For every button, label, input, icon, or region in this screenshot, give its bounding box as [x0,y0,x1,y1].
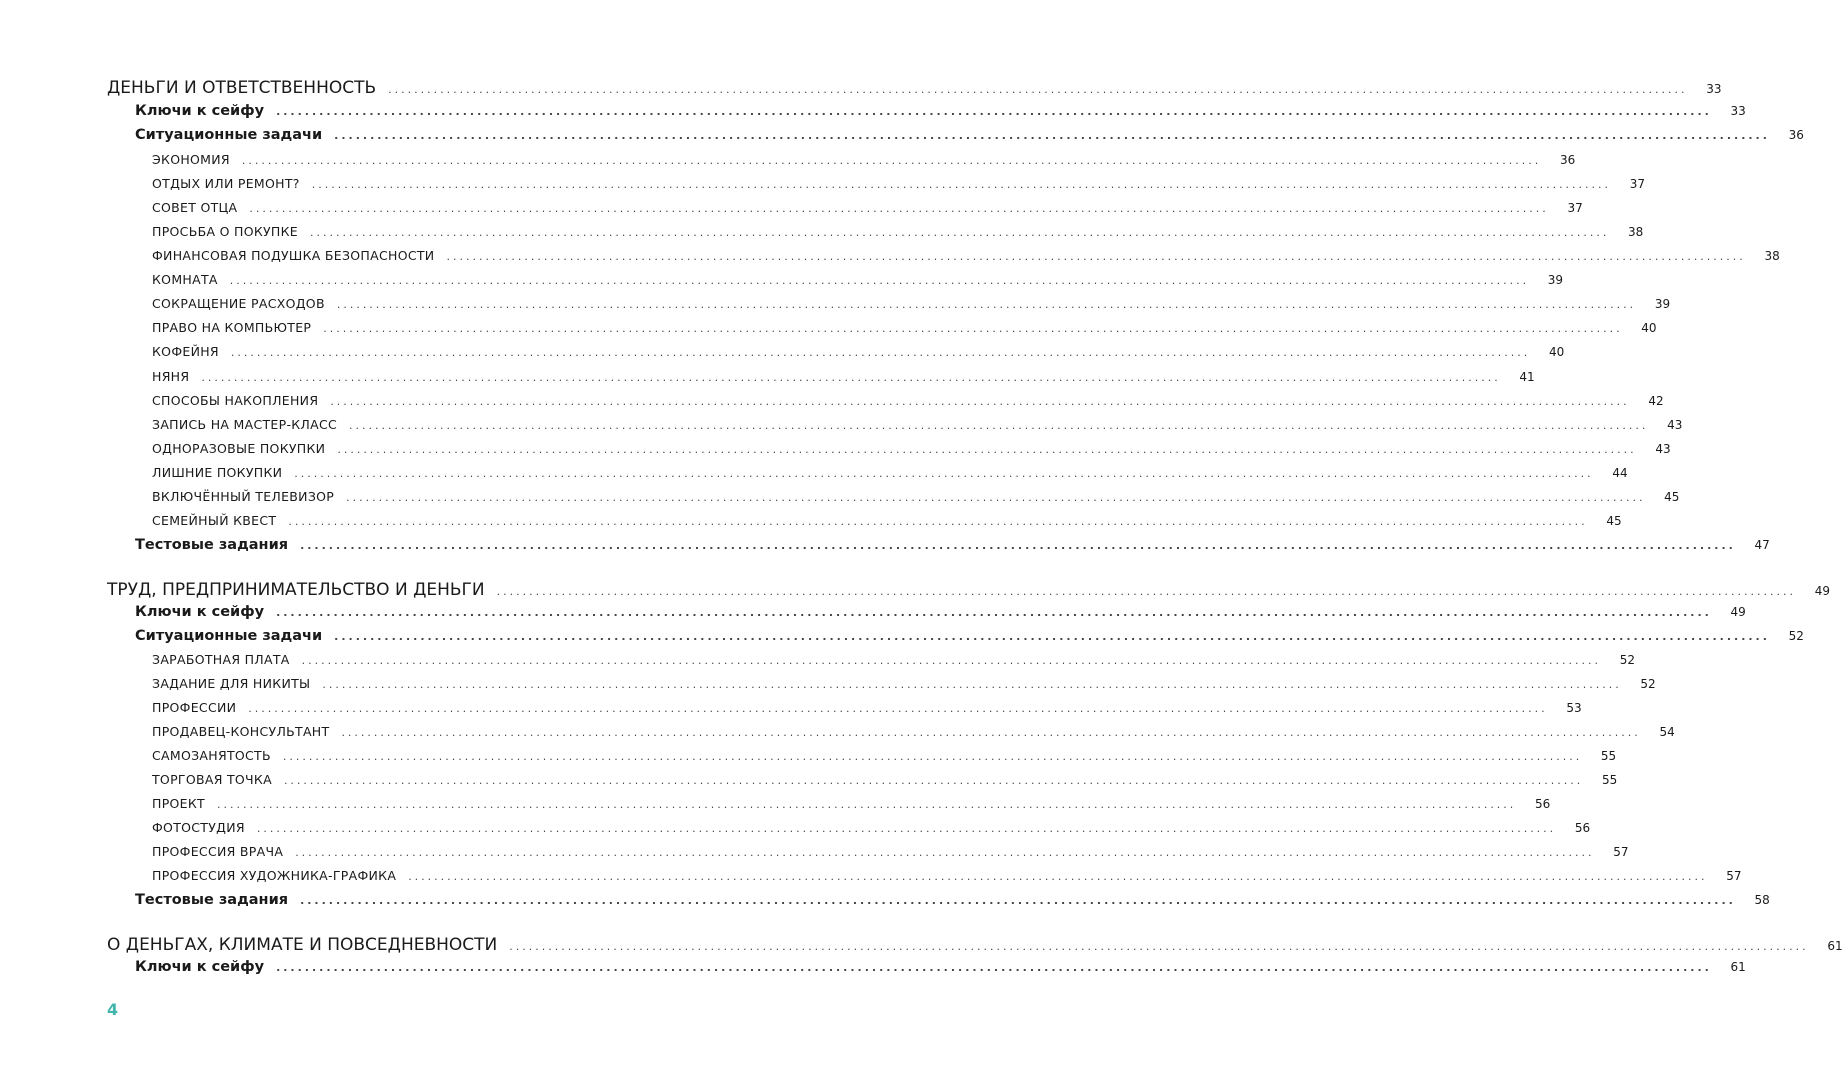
toc-page-number: 41 [1519,370,1535,384]
toc-title: О ДЕНЬГАХ, КЛИМАТЕ И ПОВСЕДНЕВНОСТИ [107,935,498,955]
dot-leader: ........................................................................................................................................................................................................ [282,750,1583,763]
dot-leader: ........................................................................................................................................................................................................ [334,129,1770,142]
toc-title: ДЕНЬГИ И ОТВЕТСТВЕННОСТЬ [107,78,377,98]
dot-leader: ........................................................................................................................................................................................................ [311,178,1612,191]
toc-page-number: 43 [1655,442,1671,456]
toc-page-number: 54 [1659,725,1675,739]
toc-page-number: 56 [1574,821,1591,835]
toc-page-number: 38 [1628,225,1644,239]
toc-item [152,272,1564,287]
toc-item [152,152,1576,167]
toc-page-number: 52 [1788,629,1804,643]
toc-item [152,176,1646,191]
toc-page-number: 61 [1730,960,1746,974]
dot-leader: ........................................................................................................................................................................................................ [216,798,1517,811]
toc-page-number: 39 [1654,297,1671,311]
toc-item [152,224,1644,239]
toc-title: Тестовые задания [135,537,289,553]
toc-title: ПРОСЬБА О ПОКУПКЕ [152,224,298,239]
toc-title: КОМНАТА [152,272,218,287]
toc-page-number: 61 [1827,939,1843,953]
toc-title: Тестовые задания [135,892,289,908]
dot-leader: ........................................................................................................................................................................................................ [249,202,1549,215]
toc-title: ЗАПИСЬ НА МАСТЕР-КЛАСС [152,417,338,432]
dot-leader: ........................................................................................................................................................................................................ [300,894,1736,907]
toc-item [152,344,1565,359]
dot-leader: ........................................................................................................................................................................................................ [229,274,1530,287]
toc-page-number: 33 [1730,104,1746,118]
toc-item [152,296,1671,311]
toc-title: ЗАДАНИЕ ДЛЯ НИКИТЫ [152,676,311,691]
toc-title: Ситуационные задачи [135,127,323,143]
toc-page-number: 57 [1613,845,1629,859]
toc-page-number: 40 [1641,321,1657,335]
dot-leader: ........................................................................................................................................................................................................ [349,419,1649,432]
dot-leader: ........................................................................................................................................................................................................ [301,654,1601,667]
toc-title: ЛИШНИЕ ПОКУПКИ [152,465,283,480]
dot-leader: ........................................................................................................................................................................................................ [346,491,1646,504]
toc-page-number: 53 [1566,701,1582,715]
toc-title: НЯНЯ [152,369,190,384]
toc-title: СОКРАЩЕНИЕ РАСХОДОВ [152,296,325,311]
dot-leader: ........................................................................................................................................................................................................ [201,371,1501,384]
toc-title: СОВЕТ ОТЦА [152,200,238,215]
toc-title: ПРОФЕССИЯ ХУДОЖНИКА-ГРАФИКА [152,868,397,883]
toc-page-number: 40 [1548,345,1565,359]
toc-title: Ключи к сейфу [135,959,265,975]
dot-leader: ........................................................................................................................................................................................................ [248,702,1548,715]
toc-title: ТОРГОВАЯ ТОЧКА [152,772,272,787]
dot-leader: ........................................................................................................................................................................................................ [337,443,1637,456]
toc-item [152,676,1656,691]
dot-leader: ........................................................................................................................................................................................................ [283,774,1584,787]
dot-leader: ........................................................................................................................................................................................................ [446,250,1746,263]
dot-leader: ........................................................................................................................................................................................................ [388,83,1688,96]
toc-page-number: 57 [1726,869,1742,883]
toc-item [152,796,1551,811]
toc-title: ФОТОСТУДИЯ [152,820,245,835]
toc-item [152,200,1583,215]
toc-title: Ключи к сейфу [135,103,265,119]
toc-title: ЭКОНОМИЯ [152,152,230,167]
dot-leader: ........................................................................................................................................................................................................ [276,105,1712,118]
toc-item [152,724,1675,739]
dot-leader: ........................................................................................................................................................................................................ [341,726,1641,739]
toc-page-number: 55 [1600,749,1617,763]
toc-title: ПРОФЕССИЯ ВРАЧА [152,844,284,859]
dot-leader: ........................................................................................................................................................................................................ [334,630,1770,643]
toc-page-number: 52 [1640,677,1656,691]
dot-leader: ........................................................................................................................................................................................................ [509,940,1809,953]
toc-item [152,868,1742,883]
toc-title: ОДНОРАЗОВЫЕ ПОКУПКИ [152,441,326,456]
toc-section [107,78,1722,98]
dot-leader: ........................................................................................................................................................................................................ [310,226,1610,239]
toc-item [152,441,1671,456]
toc-title: СПОСОБЫ НАКОПЛЕНИЯ [152,393,319,408]
dot-leader: ........................................................................................................................................................................................................ [322,678,1622,691]
dot-leader: ........................................................................................................................................................................................................ [288,515,1588,528]
dot-leader: ........................................................................................................................................................................................................ [295,846,1595,859]
toc-item [152,465,1628,480]
dot-leader: ........................................................................................................................................................................................................ [276,961,1712,974]
toc-item [152,393,1664,408]
dot-leader: ........................................................................................................................................................................................................ [408,870,1708,883]
toc-page-number: 37 [1567,201,1583,215]
toc-title: САМОЗАНЯТОСТЬ [152,748,271,763]
toc-title: ПРОДАВЕЦ-КОНСУЛЬТАНТ [152,724,330,739]
toc-subsection [135,103,1746,119]
toc-item [152,417,1683,432]
toc-page-number: 33 [1706,82,1722,96]
toc-title: ТРУД, ПРЕДПРИНИМАТЕЛЬСТВО И ДЕНЬГИ [107,580,485,600]
toc-subsection [135,127,1804,143]
toc-page-number: 49 [1814,584,1830,598]
toc-page-number: 43 [1667,418,1683,432]
toc-item [152,844,1629,859]
toc-page-number: 36 [1559,153,1576,167]
toc-title: ОТДЫХ ИЛИ РЕМОНТ? [152,176,300,191]
toc-page-number: 55 [1601,773,1618,787]
toc-item [152,369,1535,384]
toc-subsection [135,892,1770,908]
toc-item [152,489,1680,504]
toc-subsection [135,537,1770,553]
page-number: 4 [107,1000,119,1019]
toc-title: ВКЛЮЧЁННЫЙ ТЕЛЕВИЗОР [152,489,335,504]
toc-page-number: 39 [1547,273,1564,287]
toc-title: СЕМЕЙНЫЙ КВЕСТ [152,513,277,528]
toc-item [152,513,1622,528]
toc-item [152,748,1617,763]
toc-page-number: 36 [1788,128,1804,142]
toc-page-number: 45 [1664,490,1680,504]
dot-leader: ........................................................................................................................................................................................................ [230,346,1531,359]
toc-item [152,248,1780,263]
toc-item [152,700,1582,715]
dot-leader: ........................................................................................................................................................................................................ [241,154,1542,167]
dot-leader: ........................................................................................................................................................................................................ [300,539,1736,552]
dot-leader: ........................................................................................................................................................................................................ [336,298,1637,311]
toc-item [152,820,1591,835]
toc-page-number: 44 [1612,466,1628,480]
dot-leader: ........................................................................................................................................................................................................ [496,585,1796,598]
dot-leader: ........................................................................................................................................................................................................ [256,822,1557,835]
toc-title: КОФЕЙНЯ [152,344,219,359]
toc-title: ПРОФЕССИИ [152,700,237,715]
toc-title: Ключи к сейфу [135,604,265,620]
toc-title: ПРОЕКТ [152,796,205,811]
toc-page-number: 42 [1648,394,1664,408]
toc-item [152,652,1635,667]
toc-title: ЗАРАБОТНАЯ ПЛАТА [152,652,290,667]
toc-page-number: 56 [1535,797,1551,811]
toc-section [107,580,1830,600]
toc-title: ПРАВО НА КОМПЬЮТЕР [152,320,312,335]
toc-page-number: 37 [1629,177,1646,191]
toc-page-number: 52 [1619,653,1635,667]
toc-page-number: 58 [1754,893,1770,907]
toc-subsection [135,628,1804,644]
toc-page-number: 45 [1606,514,1622,528]
toc-subsection [135,604,1746,620]
toc-section [107,935,1843,955]
dot-leader: ........................................................................................................................................................................................................ [330,395,1630,408]
toc-title: ФИНАНСОВАЯ ПОДУШКА БЕЗОПАСНОСТИ [152,248,435,263]
toc-page-number: 38 [1764,249,1780,263]
toc-item [152,772,1618,787]
toc-item [152,320,1657,335]
dot-leader: ........................................................................................................................................................................................................ [294,467,1594,480]
toc-subsection [135,959,1746,975]
toc-title: Ситуационные задачи [135,628,323,644]
dot-leader: ........................................................................................................................................................................................................ [323,322,1623,335]
toc-page-number: 47 [1754,538,1770,552]
toc-page-number: 49 [1730,605,1746,619]
dot-leader: ........................................................................................................................................................................................................ [276,606,1712,619]
